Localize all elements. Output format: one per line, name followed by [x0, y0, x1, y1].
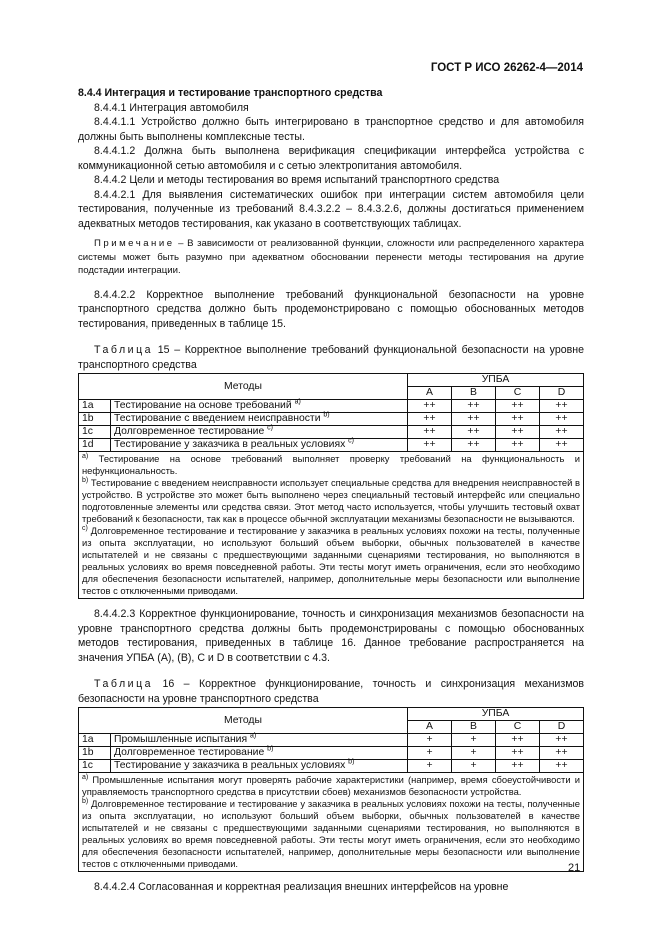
paragraph-8-4-4-1-1: 8.4.4.1.1 Устройство должно быть интегрировано в транспортное средство и для автомобиля должны быть выполнены комплексные тесты. [78, 116, 584, 143]
table-16-methods-header: Методы [79, 708, 408, 734]
table-16-upba-header: УПБА [408, 708, 584, 721]
paragraph-8-4-4-1: 8.4.4.1 Интеграция автомобиля [94, 101, 249, 114]
table-row: 1a Тестирование на основе требований $^{a)}$ ++ ++ ++ ++ [79, 400, 584, 413]
table-15-footnotes [79, 452, 584, 599]
document-id-header: ГОСТ Р ИСО 26262-4—2014 [430, 62, 583, 74]
footnote-a: $^{a)}$ Промышленные испытания могут проверять рабочие характеристики (например, время сбоеустойчивости и управляемость транспортного средства в присутствии сбоев) механизмов безопасности устройства. [82, 773, 580, 797]
table-row: 1b Долговременное тестирование $^{b)}$ + + ++ ++ [79, 747, 584, 760]
table-16-caption: Таблица 16 – Корректное функционирование, точность и синхронизация механизмов безопасности на уровне транспортного средства [78, 678, 584, 705]
table-row: 1c Тестирование у заказчика в реальных условиях $^{b)}$ + + ++ ++ [79, 760, 584, 773]
paragraph-8-4-4-2-2: 8.4.4.2.2 Корректное выполнение требований функциональной безопасности на уровне транспортного средства должно быть продемонстрировано с помощью обоснованных методов тестирования, приведенных в таблице 15. [78, 288, 584, 330]
paragraph-8-4-4-2: 8.4.4.2 Цели и методы тестирования во время испытаний транспортного средства [94, 174, 500, 186]
table-15-methods-header: Методы [79, 374, 408, 400]
footnote-b: $^{b)}$ Долговременное тестирование и тестирование у заказчика в реальных условиях похожи на тесты, полученные из опыта эксплуатации, но используют больший объем выборки, обычных пользователей в качестве испытателей и не связаны с предшествующими заданными сценариями тестирования, но выполняются в реальных условиях во время повседневной работы. Эти тесты могут иметь ограничения, если это необходимо для обеспечения безопасности испытателей, например, дополнительные меры безопасности или выполнение тестов с отключенными приводами. [82, 797, 580, 869]
table-15-grade-c: C [496, 387, 540, 400]
paragraph-8-4-4-2-3: 8.4.4.2.3 Корректное функционирование, точность и синхронизация механизмов безопасности на уровне транспортного средства должны быть продемонстрированы с помощью обоснованных методов тестирования, приведенных в таблице 16. Данное требование распространяется на значения УПБА (A), (B), C и D в соответствии с 4.3. [78, 608, 584, 664]
table-row: 1a Промышленные испытания $^{a)}$ + + ++ ++ [79, 734, 584, 747]
table-16-grade-b: B [452, 721, 496, 734]
table-16-grade-a: A [408, 721, 452, 734]
table-15 [78, 373, 584, 599]
note-text: – В зависимости от реализованной функции, сложности или распределенного характера системы может быть разумно при адекватном обосновании перенести методы тестирования на другие подстадии интеграции. [78, 238, 584, 276]
table-15-upba-header: УПБА [408, 374, 584, 387]
table-16 [78, 707, 584, 872]
table-row: 1d Тестирование у заказчика в реальных условиях $^{c)}$ ++ ++ ++ ++ [79, 439, 584, 452]
table-16-footnotes [79, 773, 584, 872]
table-16-grade-d: D [540, 721, 584, 734]
page-number: 21 [568, 862, 581, 874]
page-content [78, 86, 584, 895]
footnote-a: $^{a)}$ Тестирование на основе требований выполняет проверку требований на функциональность и нефункциональность. [82, 452, 580, 476]
note-label: Примечание [94, 238, 175, 249]
paragraph-8-4-4-2-4: 8.4.4.2.4 Согласованная и корректная реализация внешних интерфейсов на уровне [94, 881, 509, 893]
table-row: 1c Долговременное тестирование $^{c)}$ ++ ++ ++ ++ [79, 426, 584, 439]
footnote-b: $^{b)}$ Тестирование с введением неисправности использует специальные средства для внедрения неисправностей в устройство. В устройстве это может быть выполнено через специальный тестовый интерфейс или специально подготовленные элементы или средства связи. Этот метод часто используется, чтобы улучшить тестовый охват требований к безопасности, так как в процессе обычной эксплуатации механизмы безопасности не вызываются. [82, 476, 580, 524]
paragraph-8-4-4-1-2: 8.4.4.1.2 Должна быть выполнена верификация спецификации интерфейса устройства с коммуникационной сетью автомобиля и с сетью электропитания автомобиля. [78, 145, 584, 172]
table-15-grade-d: D [540, 387, 584, 400]
table-15-grade-a: A [408, 387, 452, 400]
table-row: 1b Тестирование с введением неисправности $^{b)}$ ++ ++ ++ ++ [79, 413, 584, 426]
section-heading: 8.4.4 Интеграция и тестирование транспортного средства [78, 87, 383, 99]
footnote-c: $^{c)}$ Долговременное тестирование и тестирование у заказчика в реальных условиях похожи на тесты, полученные из опыта эксплуатации, но используют больший объем выборки, обычных пользователей в качестве испытателей и не связаны с предшествующими заданными сценариями тестирования, но выполняются в реальных условиях во время повседневной работы. Эти тесты могут иметь ограничения, если это необходимо для обеспечения безопасности испытателей, например, дополнительные меры безопасности или выполнение тестов с отключенными приводами. [82, 524, 580, 596]
table-16-grade-c: C [496, 721, 540, 734]
table-15-caption: Таблица 15 – Корректное выполнение требований функциональной безопасности на уровне транспортного средства [78, 344, 584, 371]
paragraph-8-4-4-2-1: 8.4.4.2.1 Для выявления систематических ошибок при интеграции систем автомобиля цели тестирования, полученные из требований 8.4.3.2.2 – 8.4.3.2.6, должны достигаться применением адекватных методов тестирования, как указано в соответствующих таблицах. [78, 188, 584, 230]
table-15-grade-b: B [452, 387, 496, 400]
note [78, 237, 584, 278]
